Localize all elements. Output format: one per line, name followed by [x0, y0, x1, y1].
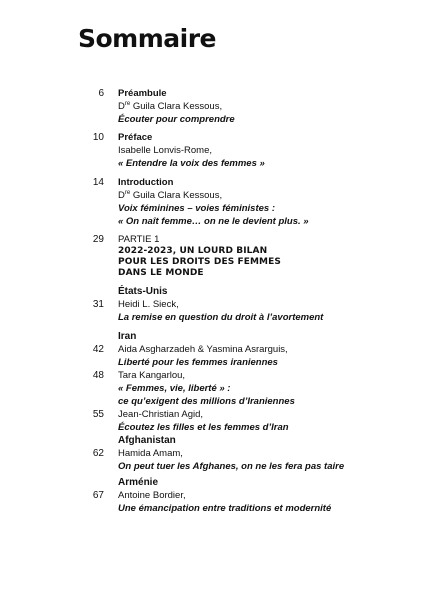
entry-author: Isabelle Lonvis-Rome,	[118, 145, 212, 156]
page-number: 29	[92, 234, 104, 245]
country-heading: Afghanistan	[118, 435, 176, 446]
country-heading: États-Unis	[118, 286, 168, 297]
entry-author: Hamida Amam,	[118, 448, 183, 459]
page-number: 31	[92, 299, 104, 310]
page-number: 62	[92, 448, 104, 459]
entry-subtitle-2: « On naît femme… on ne le devient plus. »	[118, 216, 309, 227]
page-number: 55	[92, 409, 104, 420]
entry-author: Tara Kangarlou,	[118, 370, 186, 381]
entry-subtitle: Écouter pour comprendre	[118, 114, 235, 125]
page-number: 10	[92, 132, 104, 143]
entry-subtitle: « Femmes, vie, liberté » :	[118, 383, 231, 394]
entry-author: Antoine Bordier,	[118, 490, 186, 501]
page-number: 6	[98, 88, 104, 99]
country-heading: Arménie	[118, 477, 159, 488]
part-title-line: POUR LES DROITS DES FEMMES	[118, 257, 281, 267]
entry-subtitle: Voix féminines – voies féministes :	[118, 203, 275, 214]
entry-author: Dre Guila Clara Kessous,	[118, 100, 223, 112]
page-number: 42	[92, 344, 104, 355]
page-number: 67	[92, 490, 104, 501]
page-title: Sommaire	[78, 24, 217, 53]
part-label: PARTIE 1	[118, 234, 160, 245]
entry-heading: Introduction	[118, 177, 174, 188]
page-number: 14	[92, 177, 104, 188]
part-title-line: 2022-2023, UN LOURD BILAN	[118, 246, 268, 256]
entry-author: Jean-Christian Agid,	[118, 409, 204, 420]
entry-subtitle: « Entendre la voix des femmes »	[118, 158, 265, 169]
entry-author: Aida Asgharzadeh & Yasmina Asrarguis,	[118, 344, 288, 355]
entry-author: Heidi L. Sieck,	[118, 299, 179, 310]
entry-subtitle: Écoutez les filles et les femmes d’Iran	[118, 422, 289, 433]
entry-subtitle: On peut tuer les Afghanes, on ne les fera pas taire	[118, 461, 345, 472]
page-number: 48	[92, 370, 104, 381]
entry-subtitle: Liberté pour les femmes iraniennes	[118, 357, 278, 368]
part-title-line: DANS LE MONDE	[118, 268, 204, 278]
entry-subtitle-2: ce qu’exigent des millions d’Iraniennes	[118, 396, 295, 407]
entry-subtitle: Une émancipation entre traditions et modernité	[118, 503, 332, 514]
entry-author: Dre Guila Clara Kessous,	[118, 189, 223, 201]
entry-heading: Préface	[118, 132, 153, 143]
entry-subtitle: La remise en question du droit à l’avortement	[118, 312, 324, 323]
entry-heading: Préambule	[118, 88, 167, 99]
country-heading: Iran	[118, 331, 137, 342]
